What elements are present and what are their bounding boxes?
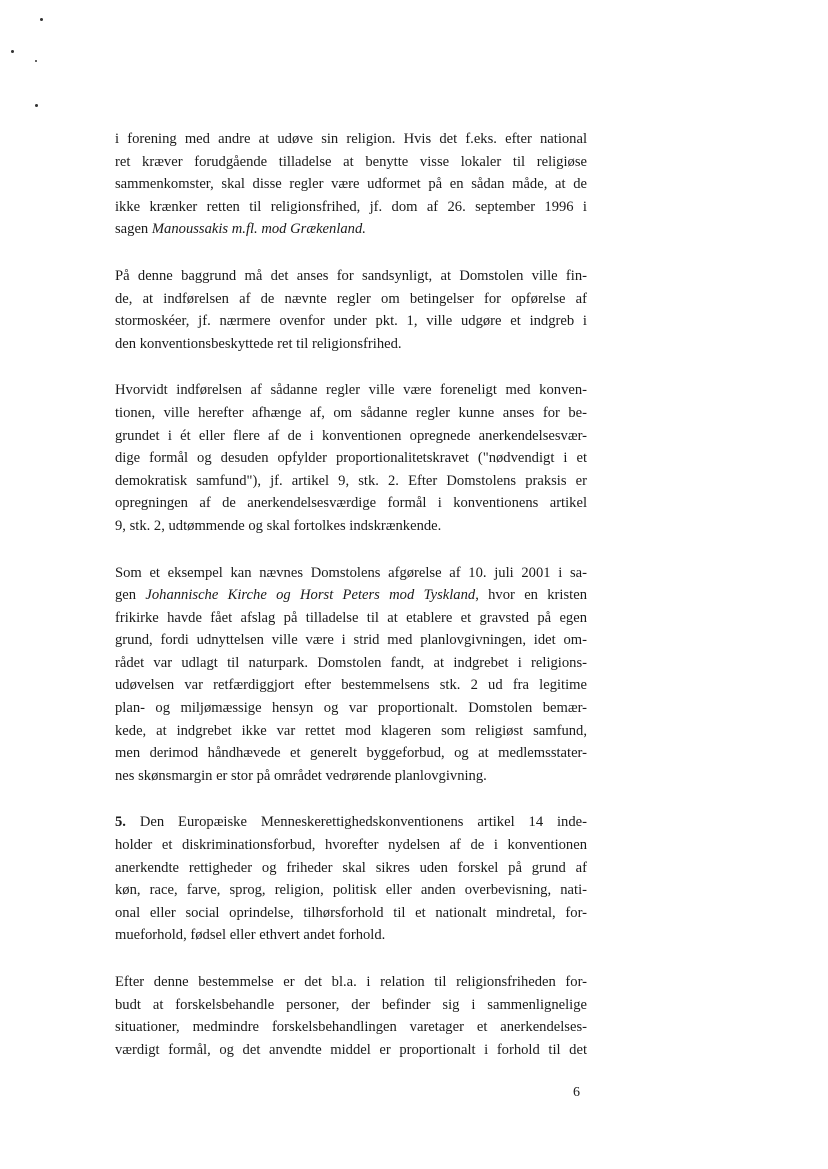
text-run: gen (115, 587, 146, 604)
page-number: 6 (573, 1085, 580, 1100)
text-line: plan- og miljømæssige hensyn og var proportionalt. Domstolen bemær- (115, 700, 587, 717)
paragraph (115, 265, 587, 355)
text-line: Som et eksempel kan nævnes Domstolens afgørelse af 10. juli 2001 i sa- (115, 564, 587, 581)
text-line (115, 218, 587, 241)
text-line: udøvelsen var retfærdiggjort efter bestemmelsens stk. 2 ud fra legitime (115, 677, 587, 694)
text-line: kede, at indgrebet ikke var rettet mod klageren som religiøst samfund, (115, 722, 587, 739)
section-number: 5. (115, 814, 126, 831)
text-line: rådet var udlagt til naturpark. Domstolen fandt, at indgrebet i religions- (115, 654, 587, 671)
document-body (115, 128, 587, 1085)
text-line: Efter denne bestemmelse er det bl.a. i relation til religionsfriheden for- (115, 974, 587, 990)
text-line: nes skønsmargin er stor på området vedrørende planlovgivning. (115, 767, 487, 784)
text-line: På denne baggrund må det anses for sandsynligt, at Domstolen ville fin- (115, 267, 587, 284)
text-line: mueforhold, fødsel eller ethvert andet forhold. (115, 927, 386, 944)
text-line (115, 584, 587, 607)
paragraph (115, 971, 587, 1061)
text-line: tionen, ville herefter afhænge af, om sådanne regler kunne anses for be- (115, 404, 587, 421)
text-run: , hvor en kristen (475, 587, 587, 604)
text-line: Hvorvidt indførelsen af sådanne regler ville være foreneligt med konven- (115, 382, 587, 399)
paragraph (115, 379, 587, 537)
text-line: 9, stk. 2, udtømmende og skal fortolkes indskrænkende. (115, 517, 442, 534)
text-line: grundet i ét eller flere af de i konventionen opregnede anerkendelsesvær- (115, 427, 587, 444)
scan-speck (11, 50, 14, 53)
text-line: situationer, medmindre forskelsbehandlingen varetager et anerkendelses- (115, 1019, 587, 1036)
text-line: ikke krænker retten til religionsfrihed, jf. dom af 26. september 1996 i (115, 198, 587, 215)
text-line: holder et diskriminationsforbud, hvorefter nydelsen af de i konventionen (115, 837, 587, 854)
text-line: stormoskéer, jf. nærmere ovenfor under pkt. 1, ville udgøre et indgreb i (115, 313, 587, 330)
scan-speck (40, 18, 43, 21)
text-line: men derimod håndhævede et generelt byggeforbud, og at medlemsstater- (115, 745, 587, 762)
text-line: frikirke havde fået afslag på tilladelse til at etablere et gravsted på egen (115, 609, 587, 626)
text-line: sammenkomster, skal disse regler være udformet på en sådan måde, at de (115, 176, 587, 193)
text-line: værdigt formål, og det anvendte middel er proportionalt i forhold til det (115, 1041, 587, 1058)
text-line: den konventionsbeskyttede ret til religionsfrihed. (115, 335, 402, 352)
text-line: de, at indførelsen af de nævnte regler om betingelser for opførelse af (115, 290, 587, 307)
case-name: Johannische Kirche og Horst Peters mod Tyskland (145, 587, 476, 604)
text-line: onal eller social oprindelse, tilhørsforhold til et nationalt mindretal, for- (115, 904, 587, 921)
text-line: i forening med andre at udøve sin religion. Hvis det f.eks. efter national (115, 131, 587, 147)
paragraph (115, 562, 587, 788)
text-line: budt at forskelsbehandle personer, der befinder sig i sammenlignelige (115, 996, 587, 1013)
text-run: sagen (115, 221, 152, 238)
text-line: demokratisk samfund"), jf. artikel 9, stk. 2. Efter Domstolens praksis er (115, 472, 587, 489)
scan-speck (35, 60, 37, 62)
text-line: anerkendte rettigheder og friheder skal sikres uden forskel på grund af (115, 859, 587, 876)
paragraph (115, 128, 587, 241)
text-line: køn, race, farve, sprog, religion, politisk eller anden overbevisning, nati- (115, 882, 587, 899)
text-run: Den Europæiske Menneskerettighedskonventionens artikel 14 inde- (125, 814, 587, 831)
text-line: opregningen af de anerkendelsesværdige formål i konventionens artikel (115, 495, 587, 512)
text-line: dige formål og desuden opfylder proportionalitetskravet ("nødvendigt i et (115, 450, 587, 467)
text-line: grund, fordi udnyttelsen ville være i strid med planlovgivningen, idet om- (115, 632, 587, 649)
text-line: ret kræver forudgående tilladelse at benytte visse lokaler til religiøse (115, 153, 587, 170)
case-name: Manoussakis m.fl. mod Grækenland. (151, 221, 366, 238)
paragraph (115, 811, 587, 947)
scan-speck (35, 104, 38, 107)
text-line (115, 811, 587, 834)
